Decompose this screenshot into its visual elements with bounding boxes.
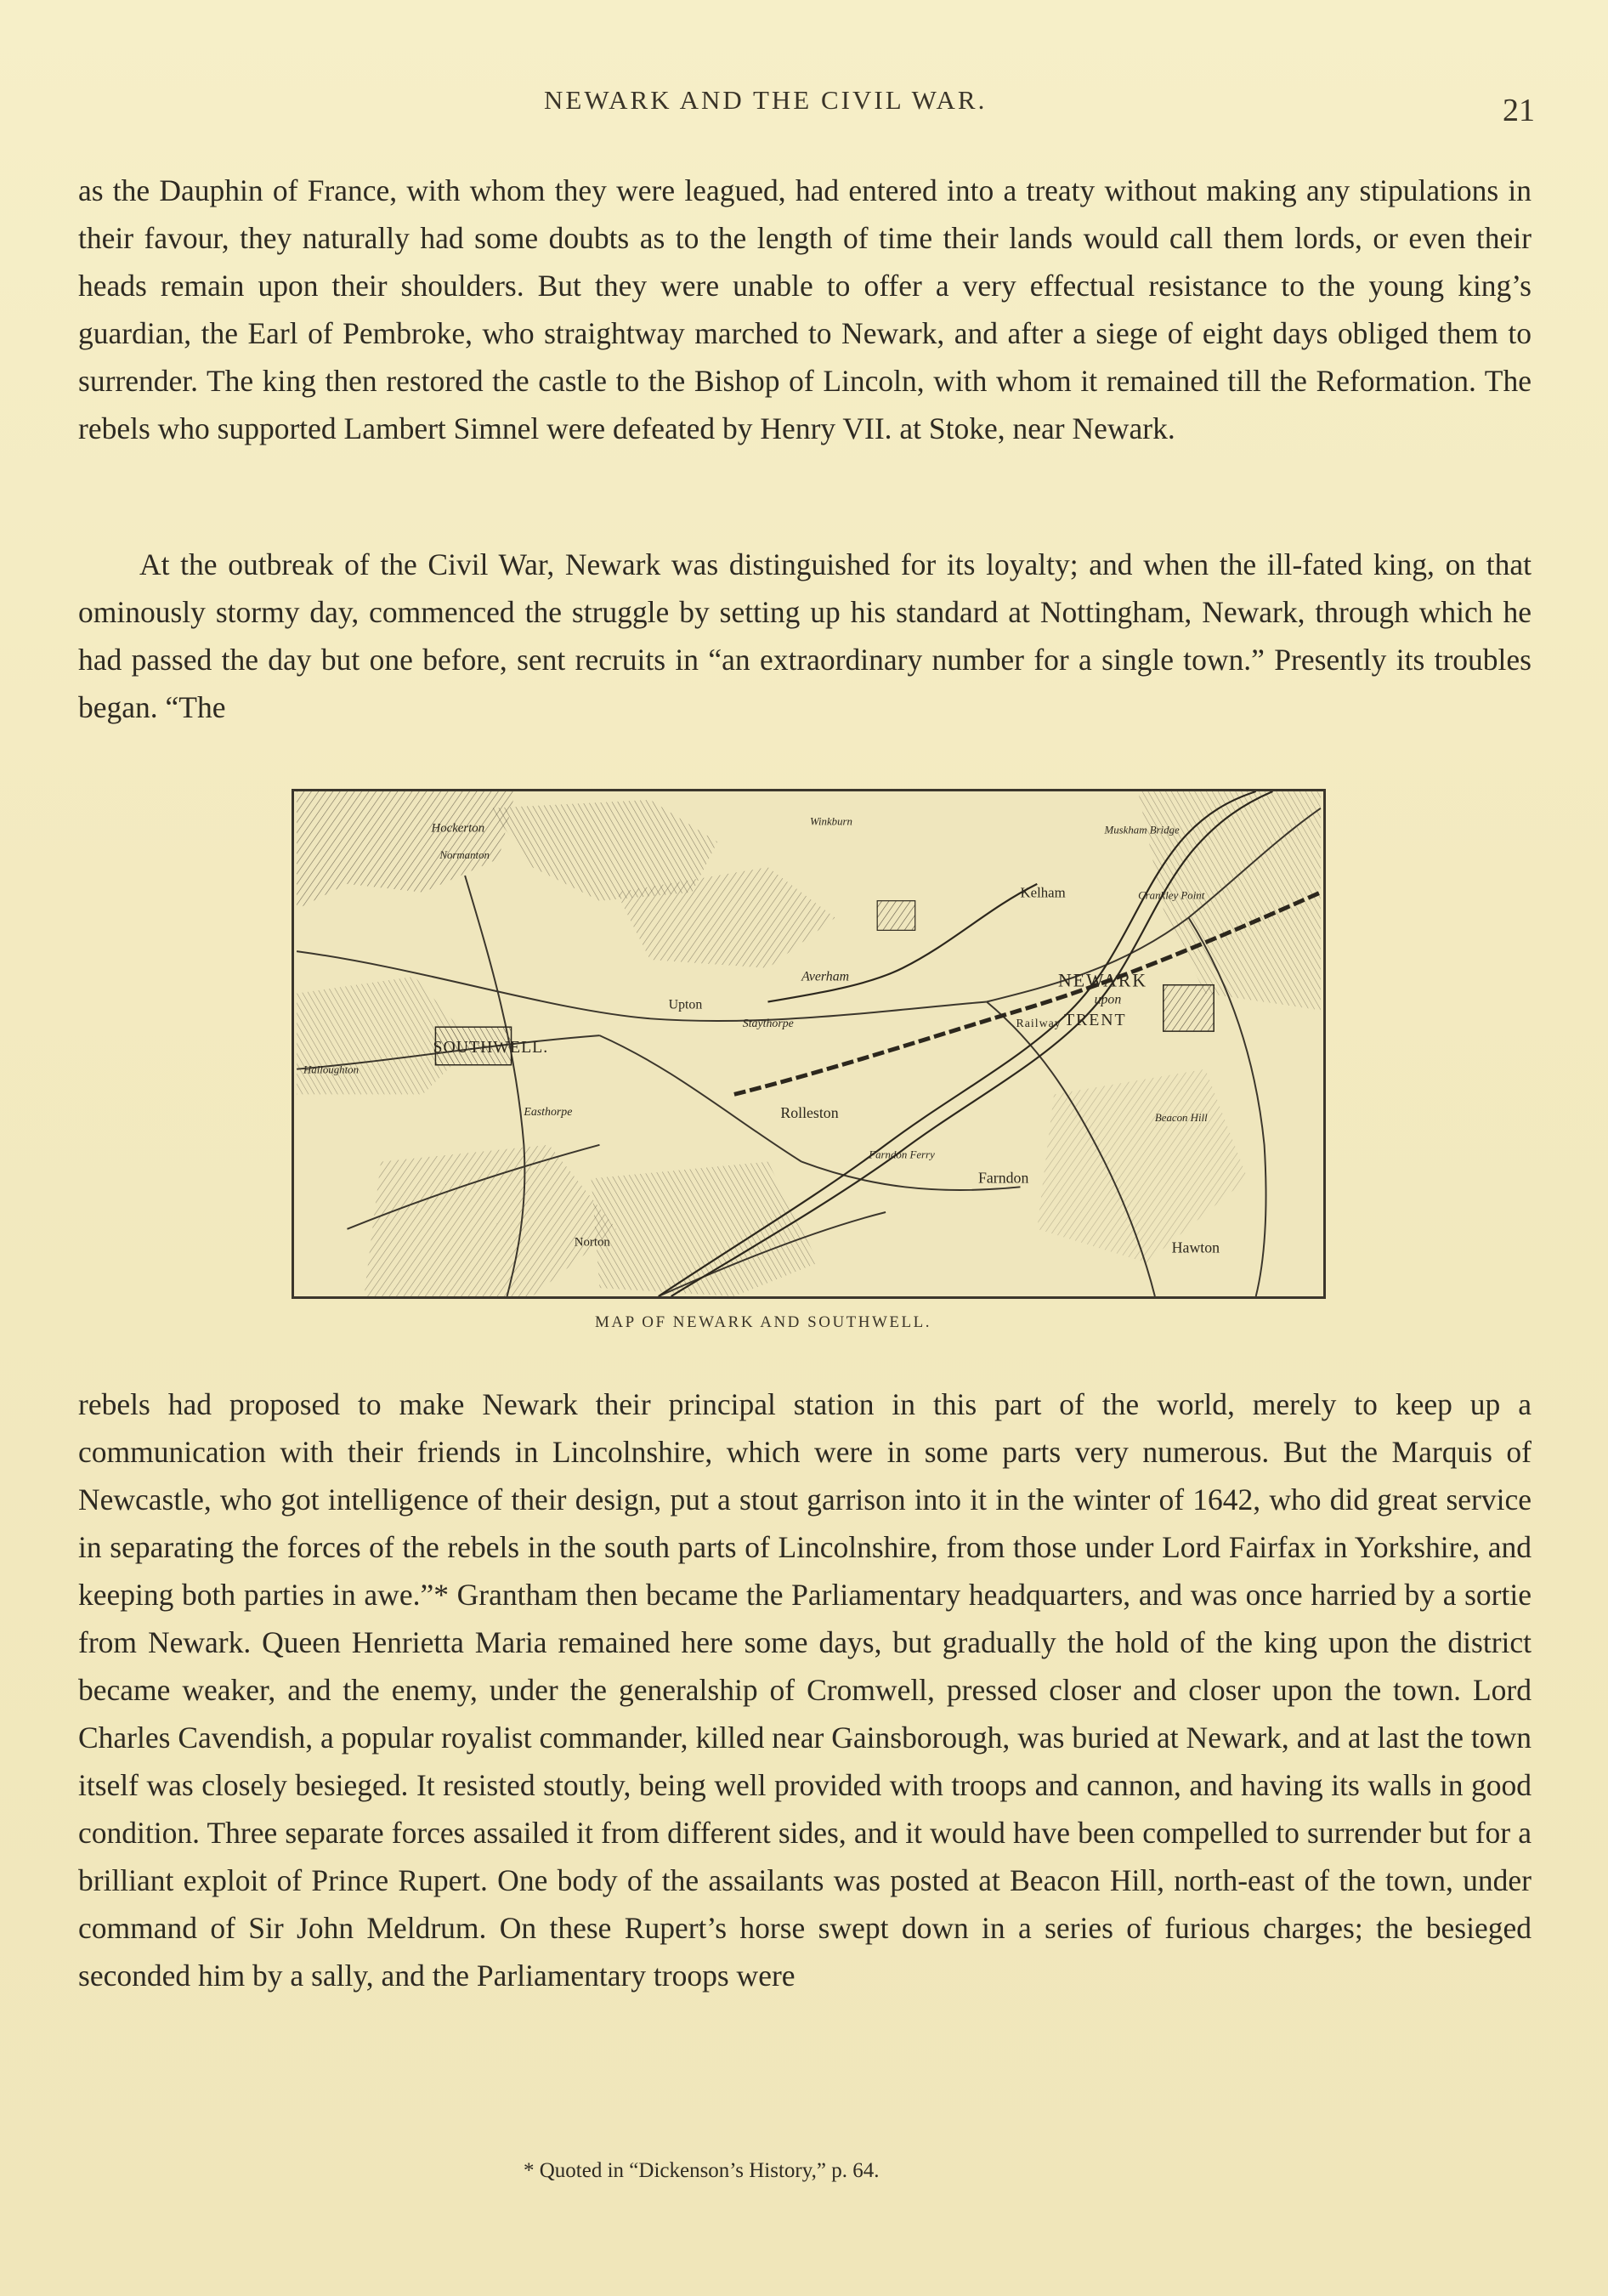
map-label-normanton: Normanton: [439, 849, 490, 862]
page-number: 21: [1503, 93, 1535, 128]
map-illustration: [294, 791, 1323, 1296]
map-label-farndon: Farndon: [977, 1169, 1029, 1187]
map-caption: MAP OF NEWARK AND SOUTHWELL.: [595, 1313, 931, 1331]
map-label-upon: upon: [1094, 992, 1122, 1007]
map-label-farndon-ferry: Farndon Ferry: [869, 1148, 935, 1161]
town-kelham: [877, 901, 915, 931]
town-newark: [1164, 985, 1214, 1031]
map-label-rolleston: Rolleston: [780, 1104, 839, 1122]
map-label-crankley-point: Crankley Point: [1138, 889, 1205, 902]
map-label-trent: TRENT: [1063, 1011, 1127, 1030]
footnote: * Quoted in “Dickenson’s History,” p. 64.: [524, 2159, 880, 2182]
map-label-beacon-hill: Beacon Hill: [1154, 1112, 1208, 1125]
map-label-averham: Averham: [801, 969, 850, 984]
map-label-hockerton: Hockerton: [431, 821, 485, 836]
map-label-newark: NEWARK: [1058, 970, 1148, 991]
map-label-hawton: Hawton: [1171, 1239, 1220, 1256]
running-head: NEWARK AND THE CIVIL WAR.: [544, 85, 988, 115]
map-label-kelham: Kelham: [1020, 884, 1066, 901]
map-label-easthorpe: Easthorpe: [524, 1105, 573, 1119]
map-newark-southwell: [292, 789, 1326, 1299]
map-label-norton: Norton: [574, 1235, 610, 1250]
map-label-muskham-bridge: Muskham Bridge: [1104, 824, 1180, 836]
map-label-staythorpe: Staythorpe: [742, 1017, 794, 1030]
map-label-railway: Railway: [1016, 1017, 1062, 1030]
body-paragraph-1: as the Dauphin of France, with whom they were leagued, had entered into a treaty without making any stipulations in their favour, they naturally had some doubts as to the length of time their lands would call them lords, or even their heads remain upon their shoulders. But they were unable to offer a very effectual resistance to the young king’s guardian, the Earl of Pembroke, who straightway marched to Newark, and after a siege of eight days obliged them to surrender. The king then restored the castle to the Bishop of Lincoln, with whom it remained till the Reformation. The rebels who supported Lambert Simnel were defeated by Henry VII. at Stoke, near Newark.: [78, 173, 1532, 445]
body-paragraph-2: At the outbreak of the Civil War, Newark was distinguished for its loyalty; and when the ill-fated king, on that ominously stormy day, commenced the struggle by setting up his standard at Nottingham, Newark, through which he had passed the day but one before, sent recruits in “an extraordinary number for a single town.” Presently its troubles began. “The: [78, 547, 1532, 724]
map-label-winkburn: Winkburn: [809, 815, 853, 828]
map-label-upton: Upton: [668, 997, 703, 1012]
map-label-southwell: SOUTHWELL.: [433, 1037, 549, 1057]
body-paragraph-3: rebels had proposed to make Newark their principal station in this part of the world, merely to keep up a communication with their friends in Lincolnshire, which were in some parts very numerous. But the Marquis of Newcastle, who got intelligence of their design, put a stout garrison into it in the winter of 1642, who did great service in separating the forces of the rebels in the south parts of Lincolnshire, from those under Lord Fairfax in Yorkshire, and keeping both parties in awe.”* Grantham then became the Parliamentary headquarters, and was once harried by a sortie from Newark. Queen Henrietta Maria remained here some days, but gradually the hold of the king upon the district became weaker, and the enemy, under the generalship of Cromwell, pressed closer and closer upon the town. Lord Charles Cavendish, a popular royalist commander, killed near Gainsborough, was buried at Newark, and at last the town itself was closely besieged. It resisted stoutly, being well provided with troops and cannon, and having its walls in good condition. Three separate forces assailed it from different sides, and it would have been compelled to surrender but for a brilliant exploit of Prince Rupert. One body of the assailants was posted at Beacon Hill, north-east of the town, under command of Sir John Meldrum. On these Rupert’s horse swept down in a series of furious charges; the besieged seconded him by a sally, and the Parliamentary troops were: [78, 1387, 1532, 1993]
map-label-halloughton: Halloughton: [303, 1063, 360, 1076]
